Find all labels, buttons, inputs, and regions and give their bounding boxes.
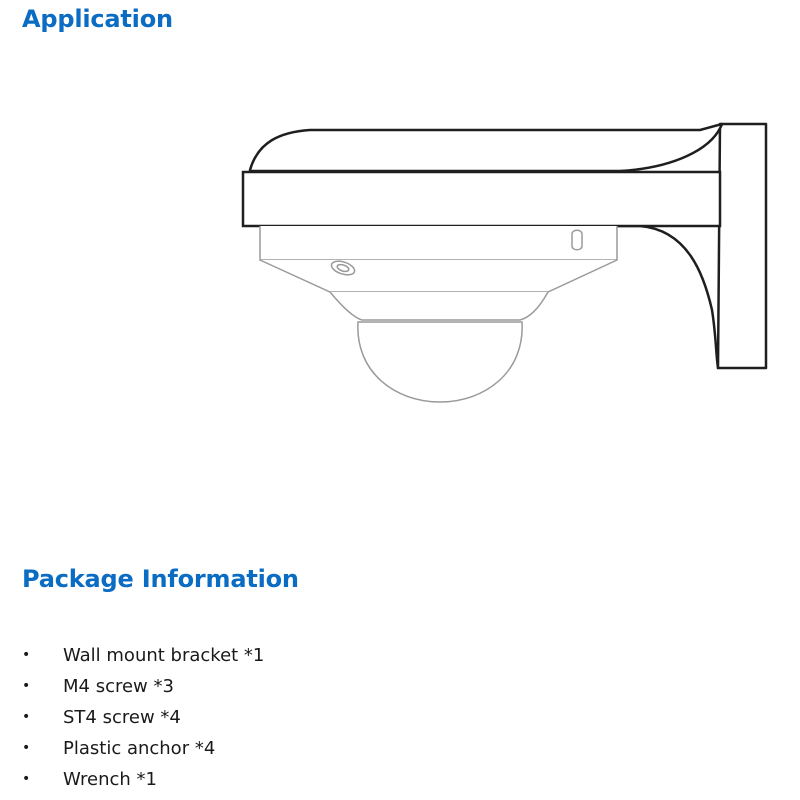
camera-skirt xyxy=(330,292,548,320)
camera-ring xyxy=(260,226,617,260)
wall-plate xyxy=(718,124,766,368)
package-item-text: M4 screw *3 xyxy=(63,676,174,697)
cable-slot xyxy=(572,230,582,250)
bullet-icon: • xyxy=(22,647,31,663)
bullet-icon: • xyxy=(22,740,31,756)
package-item-text: Plastic anchor *4 xyxy=(63,738,216,759)
package-item-text: Wrench *1 xyxy=(63,769,157,790)
bullet-icon: • xyxy=(22,678,31,694)
wall-mount-bracket-illustration xyxy=(225,110,785,420)
bracket-arm-curve xyxy=(612,226,718,368)
camera-base xyxy=(260,260,617,292)
bracket-top-cover xyxy=(250,124,722,171)
dome-camera xyxy=(260,226,617,402)
bullet-icon: • xyxy=(22,709,31,725)
bullet-icon: • xyxy=(22,771,31,787)
package-item-text: Wall mount bracket *1 xyxy=(63,645,265,666)
application-heading: Application xyxy=(22,5,173,33)
camera-dome xyxy=(358,322,522,402)
package-information-heading: Package Information xyxy=(22,565,299,593)
bracket-body xyxy=(243,172,720,226)
package-item-text: ST4 screw *4 xyxy=(63,707,181,728)
